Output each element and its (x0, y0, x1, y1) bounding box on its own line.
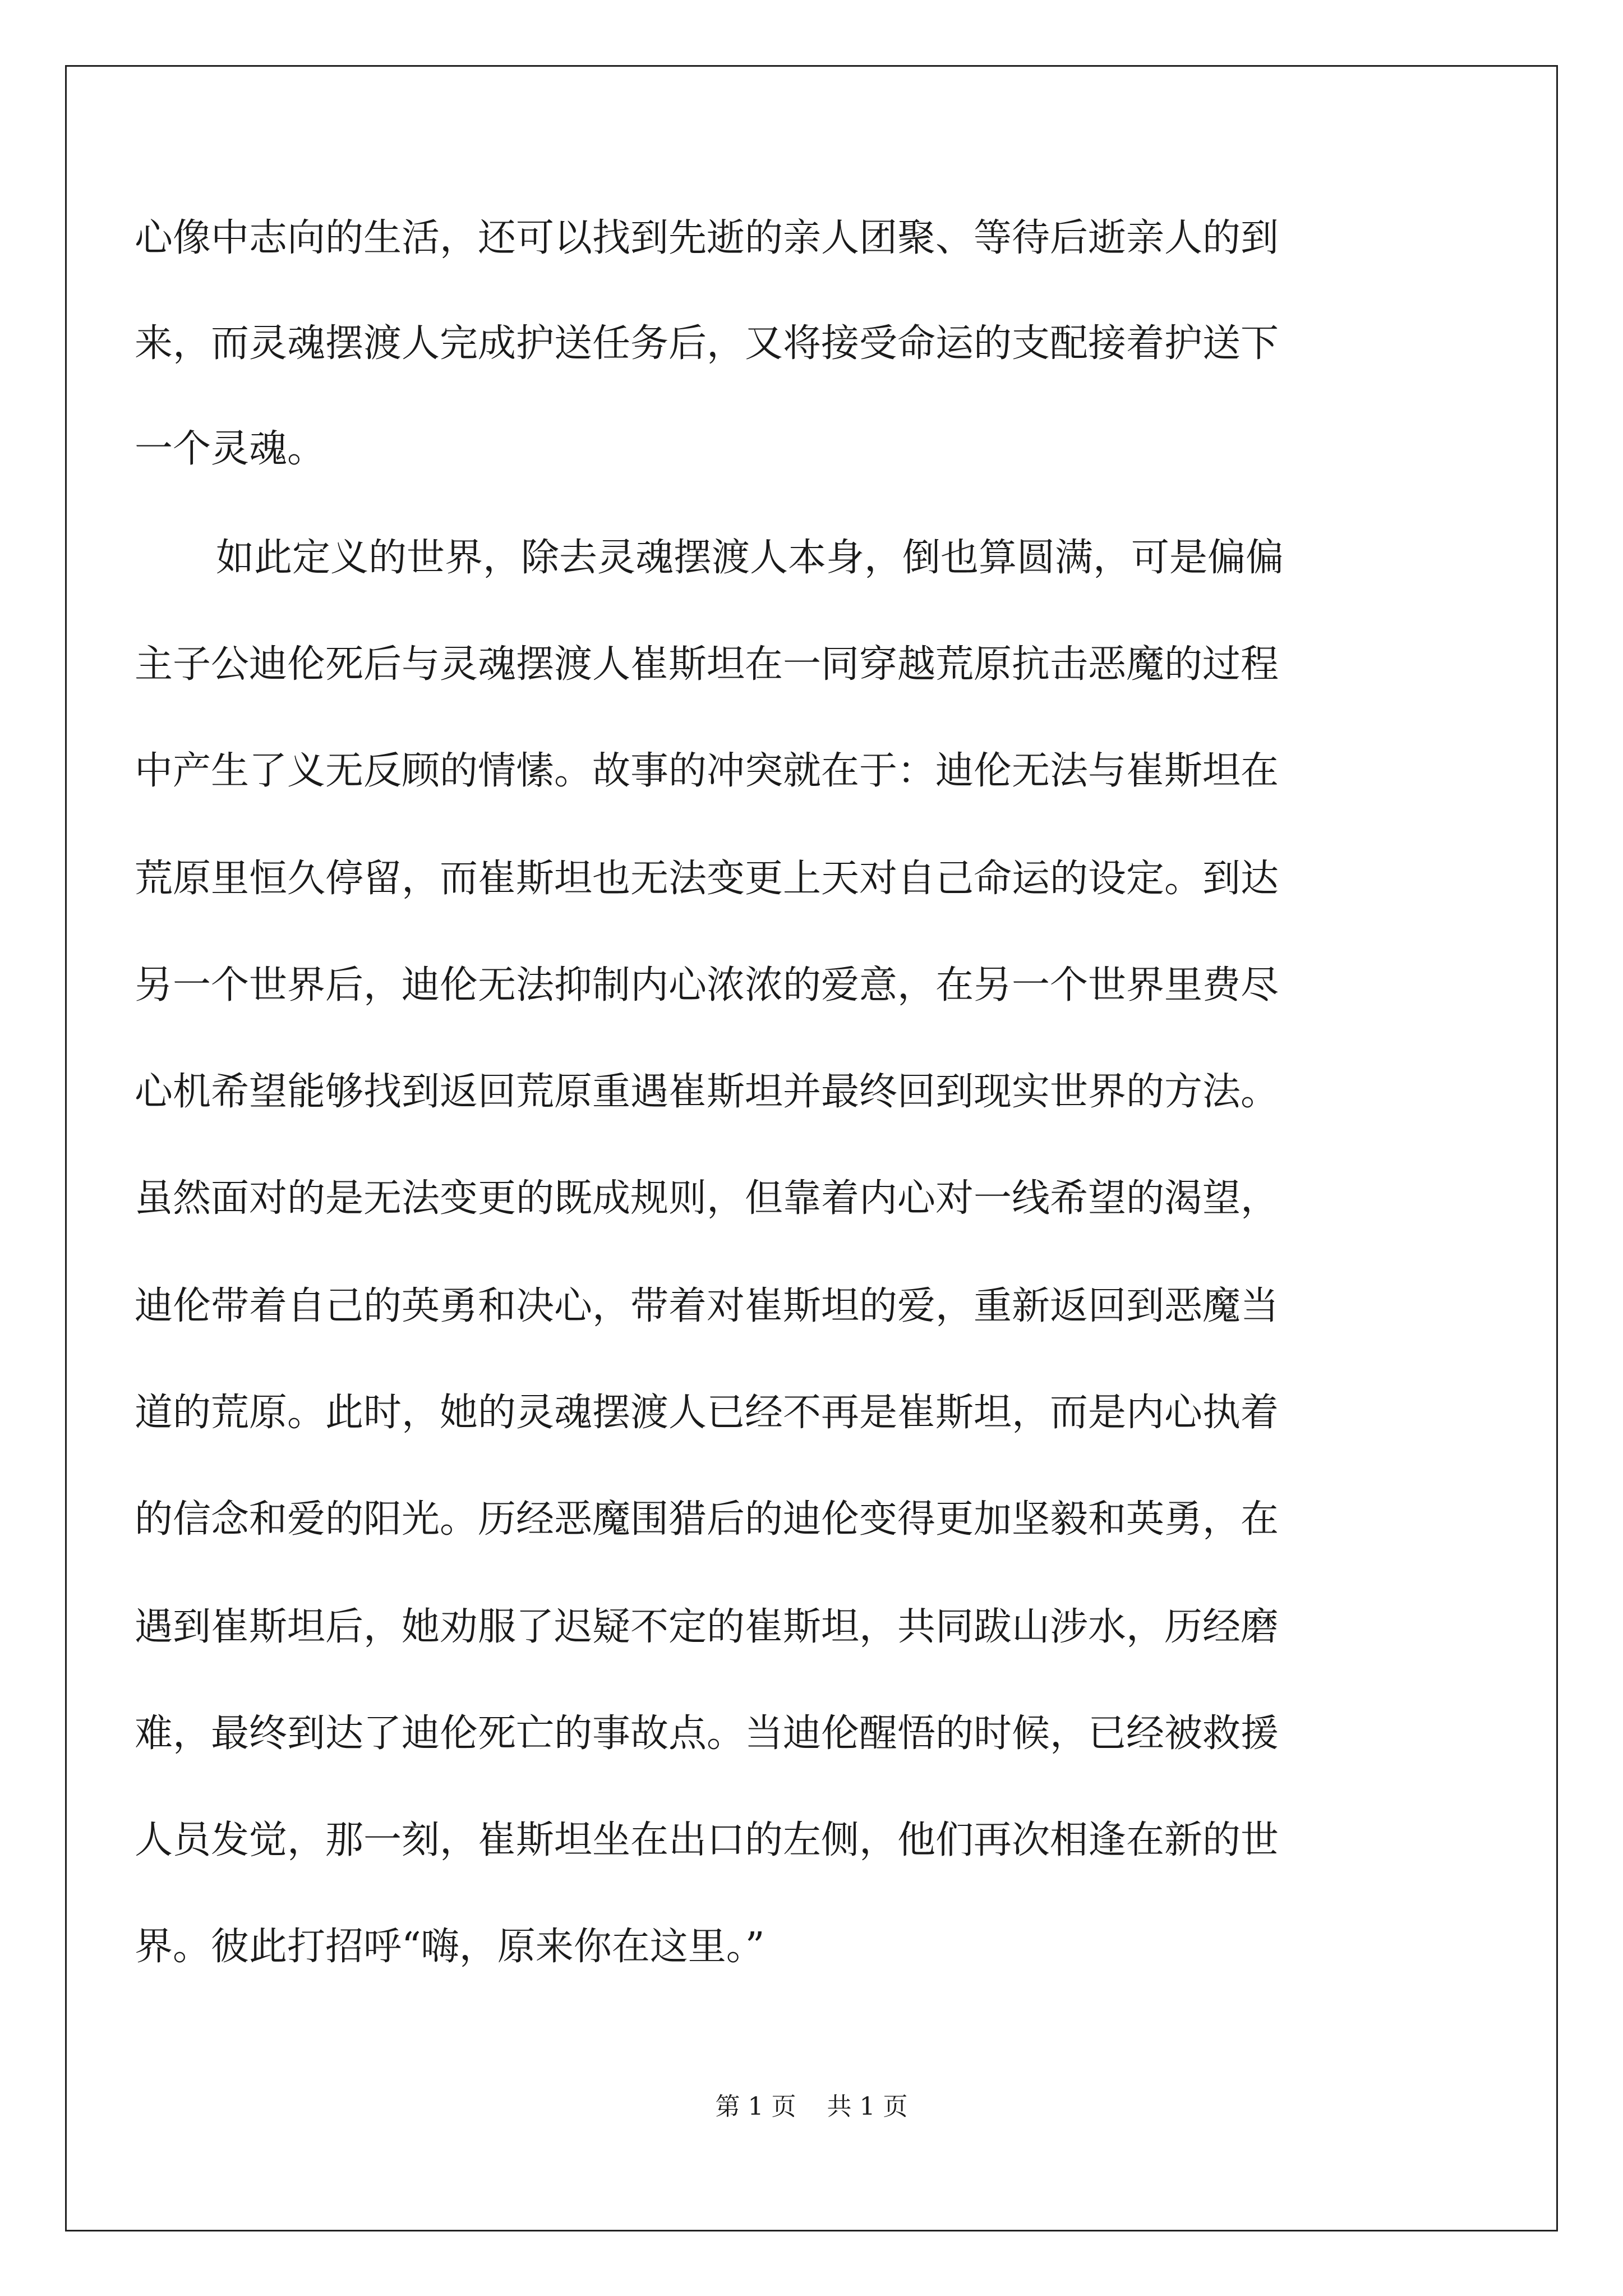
text-line-2: 来，而灵魂摆渡人完成护送任务后，又将接受命运的支配接着护送下 (135, 321, 1279, 366)
page-number-current: 第 1 页 (715, 2092, 796, 2121)
page-footer (0, 2090, 1623, 2124)
text-line-8: 另一个世界后，迪伦无法抑制内心浓浓的爱意，在另一个世界里费尽 (135, 963, 1279, 1007)
page-number-total: 共 1 页 (827, 2092, 908, 2121)
text-line-9: 心机希望能够找到返回荒原重遇崔斯坦并最终回到现实世界的方法。 (135, 1070, 1279, 1114)
text-line-10: 虽然面对的是无法变更的既成规则，但靠着内心对一线希望的渴望， (135, 1176, 1279, 1221)
text-line-4: 如此定义的世界，除去灵魂摆渡人本身，倒也算圆满，可是偏偏 (216, 536, 1284, 580)
text-line-13: 的信念和爱的阳光。历经恶魔围猎后的迪伦变得更加坚毅和英勇，在 (135, 1497, 1279, 1542)
text-line-15: 难，最终到达了迪伦死亡的事故点。当迪伦醒悟的时候，已经被救援 (135, 1711, 1279, 1756)
text-line-14: 遇到崔斯坦后，她劝服了迟疑不定的崔斯坦，共同跋山涉水，历经磨 (135, 1605, 1279, 1649)
text-line-3: 一个灵魂。 (135, 427, 326, 471)
text-line-16: 人员发觉，那一刻，崔斯坦坐在出口的左侧，他们再次相逢在新的世 (135, 1818, 1279, 1862)
page-frame (65, 65, 1558, 2231)
text-line-5: 主子公迪伦死后与灵魂摆渡人崔斯坦在一同穿越荒原抗击恶魔的过程 (135, 642, 1279, 687)
text-line-1: 心像中志向的生活，还可以找到先逝的亲人团聚、等待后逝亲人的到 (135, 216, 1279, 260)
text-line-17: 界。彼此打招呼“嗨，原来你在这里。” (135, 1925, 765, 1969)
text-line-6: 中产生了义无反顾的情愫。故事的冲突就在于：迪伦无法与崔斯坦在 (135, 749, 1279, 793)
text-line-12: 道的荒原。此时，她的灵魂摆渡人已经不再是崔斯坦，而是内心执着 (135, 1391, 1279, 1435)
text-line-11: 迪伦带着自己的英勇和决心，带着对崔斯坦的爱，重新返回到恶魔当 (135, 1284, 1279, 1328)
text-line-7: 荒原里恒久停留，而崔斯坦也无法变更上天对自己命运的设定。到达 (135, 857, 1279, 901)
